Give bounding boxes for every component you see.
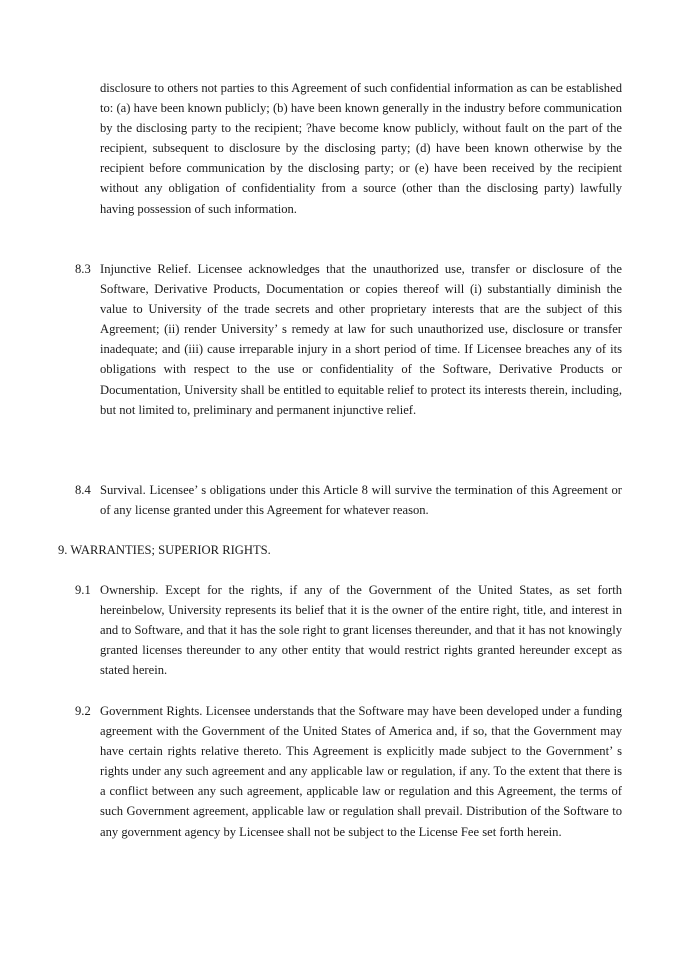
section-text: Ownership. Except for the rights, if any of the Government of the United States, as set forth hereinbelow, University represents its belief that it is the owner of the entire right, title, and interest in and to Software, and that it has the sole right to grant licenses thereunder, and that it has not knowingly granted licenses thereunder to any other entity that would restrict rights granted hereunder except as stated herein. (100, 583, 622, 678)
section-9-2-government-rights (75, 701, 622, 842)
section-9-1-ownership (75, 580, 622, 680)
section-number: 9.2 (75, 704, 91, 718)
section-number: 8.4 (75, 483, 91, 497)
section-text: Survival. Licensee’ s obligations under this Article 8 will survive the termination of this Agreement or of any license granted under this Agreement for whatever reason. (100, 483, 622, 518)
section-number: 9.1 (75, 583, 91, 597)
confidentiality-exceptions-paragraph: disclosure to others not parties to this Agreement of such confidential information as can be established to: (a) have been known publicly; (b) have been known generally in the industry before communication by the disclosing party to the recipient; ?have become know publicly, without fault on the part of the recipient, subsequent to disclosure by the disclosing party; (d) have been known otherwise by the recipient before communication by the disclosing party; or (e) have been received by the recipient without any obligation of confidentiality from a source (other than the disclosing party) lawfully having possession of such information. (100, 81, 622, 216)
section-text: Injunctive Relief. Licensee acknowledges that the unauthorized use, transfer or disclosure of the Software, Derivative Products, Documentation or copies thereof will (i) substantially diminish the value to University of the trade secrets and other proprietary interests that are the subject of this Agreement; (ii) render University’ s remedy at law for such unauthorized use, disclosure or transfer inadequate; and (iii) cause irreparable injury in a short period of time. If Licensee breaches any of its obligations with respect to the use or confidentiality of the Software, Derivative Products or Documentation, University shall be entitled to equitable relief to protect its interests therein, including, but not limited to, preliminary and permanent injunctive relief. (100, 262, 622, 417)
section-8-3-injunctive-relief (75, 259, 622, 420)
section-8-4-survival (75, 480, 622, 520)
section-text: Government Rights. Licensee understands that the Software may have been developed under a funding agreement with the Government of the United States of America and, if so, that the Government may have certain rights relative thereto. This Agreement is explicitly made subject to the Government’ s rights under any such agreement and any applicable law or regulation, if any. To the extent that there is a conflict between any such agreement, applicable law or regulation and this Agreement, the terms of such Government agreement, applicable law or regulation shall prevail. Distribution of the Software to any government agency by Licensee shall not be subject to the License Fee set forth herein. (100, 704, 622, 839)
article-9-heading: 9. WARRANTIES; SUPERIOR RIGHTS. (58, 543, 271, 557)
section-number: 8.3 (75, 262, 91, 276)
